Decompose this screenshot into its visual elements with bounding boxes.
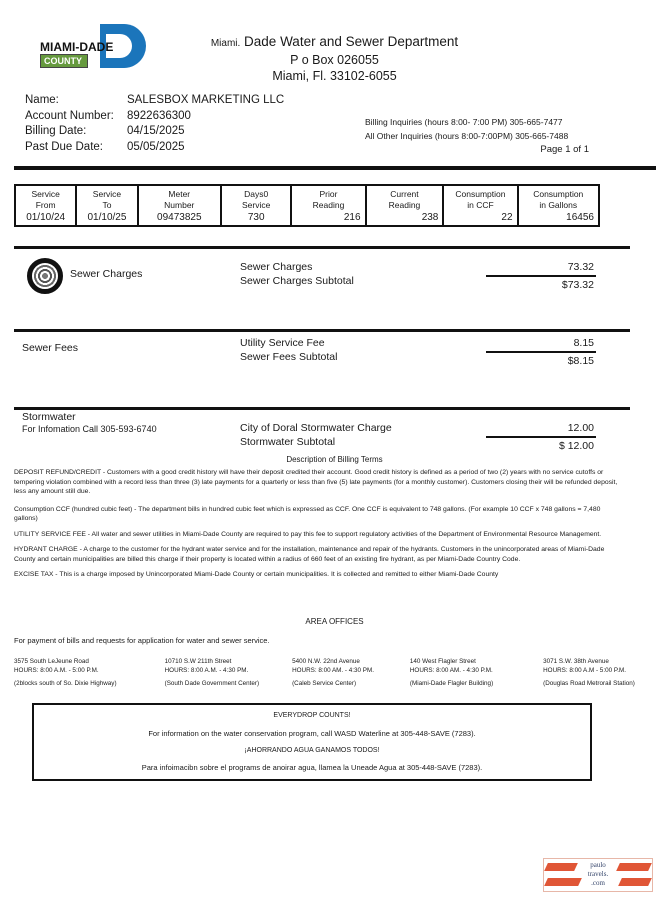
account-number: 8922636300	[127, 109, 191, 122]
account-name-row	[25, 93, 284, 109]
service-to-value: 01/10/25	[87, 212, 127, 223]
account-info	[25, 93, 284, 155]
office-address: 3071 S.W. 38th Avenue	[543, 658, 609, 665]
subtotal-desc: Sewer Charges Subtotal	[240, 275, 354, 287]
office-note: (Miami-Dade Flagler Building)	[409, 680, 494, 687]
charge-line-desc: Sewer Charges	[240, 261, 313, 273]
conservation-line-en: For information on the water conservation program, call WASD Waterline at 305-448-SAVE (7283).	[148, 729, 476, 738]
office-item	[543, 658, 659, 689]
meter-reading-table	[14, 184, 600, 227]
billing-terms	[14, 468, 624, 586]
header	[0, 34, 669, 84]
office-item	[14, 658, 165, 689]
past-due-label: Past Due Date:	[25, 140, 103, 153]
charge-line-desc: Utility Service Fee	[240, 337, 325, 349]
table-col-current-reading: Current Reading 238	[367, 186, 445, 225]
table-col-meter-number: Meter Number 09473825	[139, 186, 222, 225]
subtotal-amount: $ 12.00	[486, 436, 596, 453]
divider	[14, 407, 630, 410]
city-line: Miami, Fl. 33102-6055	[272, 69, 397, 83]
consumption-ccf-value: 22	[501, 212, 513, 223]
charge-amount: 12.00	[567, 422, 594, 434]
table-col-prior-reading: Prior Reading 216	[292, 186, 366, 225]
conservation-title: EVERYDROP COUNTS!	[273, 712, 351, 719]
sewer-seal-icon	[27, 258, 63, 294]
account-number-label: Account Number:	[25, 109, 114, 122]
office-item	[292, 658, 410, 689]
days-service-value: 730	[247, 212, 265, 223]
subtotal-amount: $73.32	[486, 275, 596, 292]
consumption-gallons-value: 16456	[566, 212, 594, 223]
charge-amounts	[486, 260, 596, 292]
customer-name: SALESBOX MARKETING LLC	[127, 94, 285, 106]
office-address: 5400 N.W. 22nd Avenue	[292, 658, 360, 665]
other-inquiries: All Other Inquiries (hours 8:00-7:00PM) 305-665-7488	[365, 131, 569, 141]
area-offices-list	[14, 658, 659, 689]
office-item	[165, 658, 292, 689]
logo-county-badge: COUNTY	[40, 54, 88, 68]
divider	[14, 246, 630, 249]
table-col-service-from: Service From 01/10/24	[16, 186, 77, 225]
conservation-line-es: Para infoimacibn sobre el programs de anoirar agua, llamea la Uneade Agua at 305-448-SAVE (7283).	[141, 763, 483, 772]
po-box-line: P o Box 026055	[290, 53, 379, 67]
prior-reading-value: 216	[343, 212, 361, 223]
section-label: Sewer Charges	[70, 268, 143, 280]
table-col-consumption-ccf: Consumption in CCF 22	[444, 186, 518, 225]
billing-terms-title: Description of Billing Terms	[286, 455, 383, 464]
term-hydrant: HYDRANT CHARGE - A charge to the customer for the hydrant water service and for the installation, maintenance and repair of the hydrants. Customers in the unincorporated areas of Miami-Dade County and certain municipalities are billed this charge if their property is located within a radius of 660 feet of an existing fire hydrant, as per Miami-Dade Country Code.	[14, 546, 605, 563]
table-col-consumption-gallons: Consumption in Gallons 16456	[519, 186, 598, 225]
page-indicator: Page 1 of 1	[540, 144, 589, 155]
department-title: Miami. Dade Water and Sewer Department	[210, 34, 459, 49]
office-hours: HOURS: 8:00 A.M. - 4:30 PM.	[164, 666, 249, 674]
paulo-travels-watermark	[543, 858, 653, 892]
conservation-box	[32, 703, 592, 781]
section-info-line: For Infomation Call 305-593-6740	[22, 424, 157, 434]
office-address: 3575 South LeJeune Road	[14, 658, 89, 665]
inquiries-block	[365, 115, 568, 143]
charge-amounts	[486, 336, 596, 368]
meter-number-value: 09473825	[157, 212, 202, 223]
billing-inquiries: Billing Inquiries (hours 8:00- 7:00 PM) 305-665-7477	[365, 117, 563, 127]
office-item	[410, 658, 543, 689]
office-hours: HOURS: 8:00 AM. - 4:30 PM.	[292, 666, 374, 674]
charge-amount: 73.32	[567, 261, 594, 273]
area-offices-title: AREA OFFICES	[305, 617, 364, 626]
office-note: (South Dade Government Center)	[164, 680, 260, 687]
payment-intro: For payment of bills and requests for application for water and sewer service.	[14, 636, 270, 645]
office-hours: HOURS: 8:00 AM. - 4:30 P.M.	[409, 666, 493, 674]
past-due-row	[25, 140, 284, 156]
office-note: (2blocks south of So. Dixie Highway)	[14, 680, 117, 687]
name-label: Name:	[25, 94, 59, 106]
subtotal-desc: Sewer Fees Subtotal	[240, 351, 338, 363]
watermark-text: paulo travels. .com	[587, 861, 609, 887]
charge-descriptions	[240, 336, 337, 364]
office-hours: HOURS: 8:00 A.M - 5:00 P.M.	[543, 666, 626, 674]
office-hours: HOURS: 8:00 A.M. - 5:00 P.M.	[14, 666, 99, 674]
table-col-service-to: Service To 01/10/25	[77, 186, 138, 225]
conservation-slogan-es: ¡AHORRANDO AGUA GANAMOS TODOS!	[244, 747, 380, 754]
term-utility-fee: UTILITY SERVICE FEE - All water and sewer utilities in Miami-Dade County are required to pay this fee to support regulatory activities of the Department of Environmental Resource Management.	[14, 530, 602, 538]
divider	[14, 329, 630, 332]
charge-amounts	[486, 421, 596, 453]
term-deposit: DEPOSIT REFUND/CREDIT - Customers with a good credit history will have their deposit credited their account. Good credit history is defined as a period of two (2) years with no service cutoffs or tempering violation combined with a record less than three (3) late payments for a quarterly or less than five (5) late payments (for a monthly customer). Customers closing their will be refunded deposit, less any amount still due.	[14, 469, 618, 495]
office-note: (Caleb Service Center)	[292, 680, 357, 687]
office-address: 140 West Flagler Street	[409, 658, 476, 665]
account-number-row	[25, 109, 284, 125]
section-label: Stormwater	[22, 411, 76, 423]
subtotal-desc: Stormwater Subtotal	[240, 436, 336, 448]
office-note: (Douglas Road Metrorail Station)	[543, 680, 635, 687]
office-address: 10710 S.W 211th Street	[164, 658, 232, 665]
section-label: Sewer Fees	[22, 342, 79, 354]
past-due-date: 05/05/2025	[127, 140, 185, 153]
billing-date: 04/15/2025	[127, 125, 185, 137]
table-col-days-service: Days0 Service 730	[222, 186, 292, 225]
term-consumption: Consumption CCF (hundred cubic feet) - The department bills in hundred cubic feet which is expressed as CCF. One CCF is equivalent to 748 gallons. (For example 10 CCF x 748 gallons = 7,480 gallons)	[14, 505, 601, 522]
charge-line-desc: City of Doral Stormwater Charge	[240, 422, 392, 434]
logo-name: MIAMI-DADE	[40, 40, 114, 54]
divider	[14, 166, 656, 170]
subtotal-amount: $8.15	[486, 351, 596, 368]
service-from-value: 01/10/24	[26, 212, 66, 223]
charge-descriptions	[240, 421, 392, 449]
current-reading-value: 238	[421, 212, 439, 223]
charge-descriptions	[240, 260, 354, 288]
term-excise: EXCISE TAX - This is a charge imposed by Unincorporated Miami-Dade County or certain municipalities. It is collected and remitted to either Miami-Dade County	[14, 571, 499, 578]
billing-date-row	[25, 124, 284, 140]
billing-date-label: Billing Date:	[25, 125, 87, 137]
charge-amount: 8.15	[573, 337, 594, 349]
